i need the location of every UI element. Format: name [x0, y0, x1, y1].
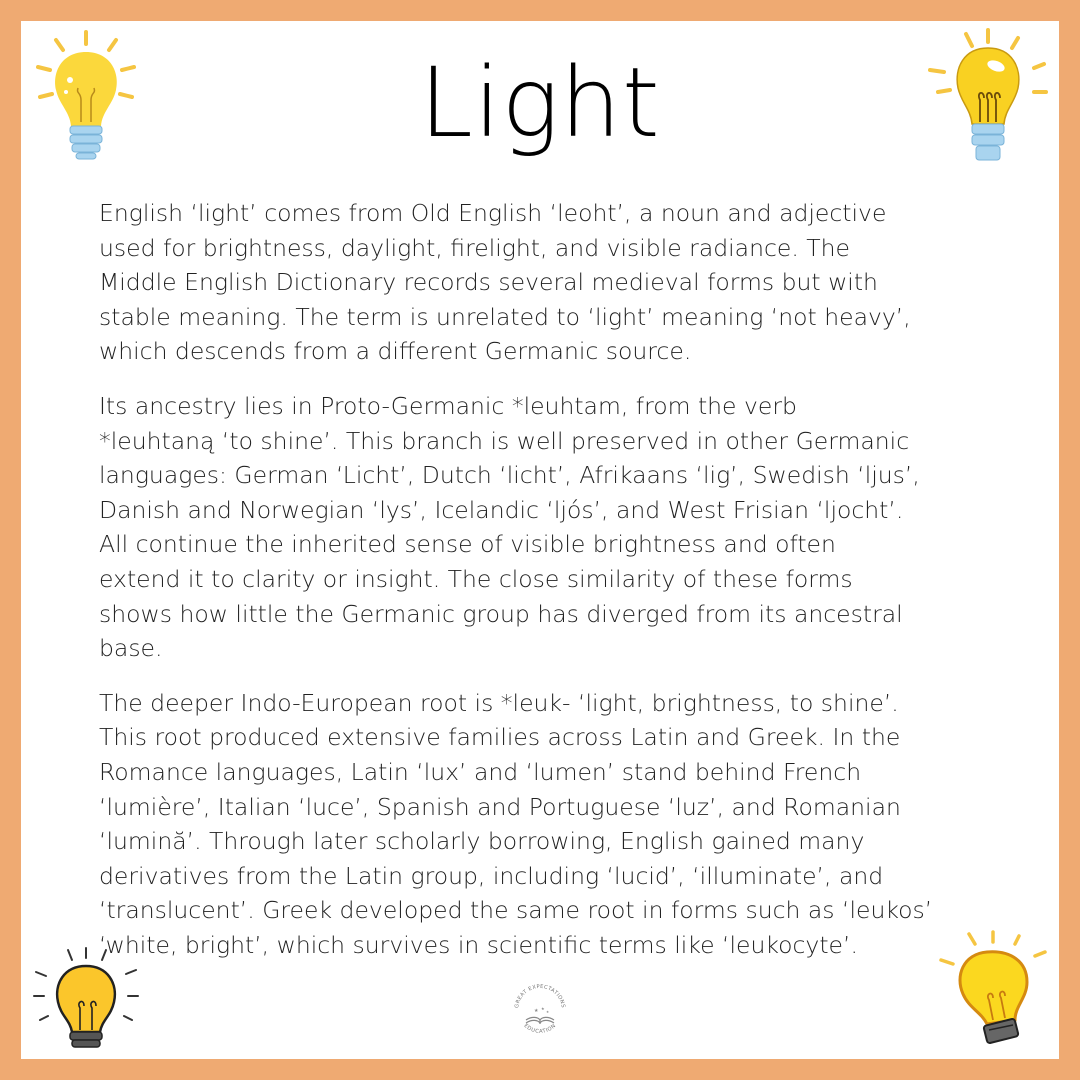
paragraph-1 — [99, 196, 999, 369]
text-line: ‘lumière’, Italian ‘luce’, Spanish and Portuguese ‘luz’, and Romanian — [99, 792, 901, 821]
text-line: ‘translucent’. Greek developed the same root in forms such as ‘leukos’ — [99, 896, 933, 925]
text-line: languages: German ‘Licht’, Dutch ‘licht’, Afrikaans ‘lig’, Swedish ‘ljus’, — [99, 461, 920, 490]
text-line: derivatives from the Latin group, including ‘lucid’, ‘illuminate’, and — [99, 861, 884, 890]
svg-text:EDUCATION — [523, 1023, 558, 1035]
text-line: This root produced extensive families across Latin and Greek. In the — [99, 723, 901, 752]
logo-text-bottom: EDUCATION — [522, 1022, 558, 1035]
text-line: which descends from a different Germanic source. — [99, 337, 692, 366]
text-line: used for brightness, daylight, firelight, and visible radiance. The — [99, 233, 851, 262]
text-line: stable meaning. The term is unrelated to ‘light’ meaning ‘not heavy’, — [99, 302, 911, 331]
svg-text:★: ★ — [534, 1008, 539, 1014]
text-line: base. — [99, 634, 163, 663]
text-line: Middle English Dictionary records several medieval forms but with — [99, 268, 878, 297]
text-line: shows how little the Germanic group has diverged from its ancestral — [99, 599, 903, 628]
text-line: extend it to clarity or insight. The close similarity of these forms — [99, 564, 853, 593]
paragraph-3 — [99, 686, 999, 963]
text-line: *leuhtaną ‘to shine’. This branch is well preserved in other Germanic — [99, 426, 910, 455]
article-body — [99, 196, 999, 982]
text-line: ‘lumină’. Through later scholarly borrowing, English gained many — [99, 827, 865, 856]
text-line: Romance languages, Latin ‘lux’ and ‘lumen’ stand behind French — [99, 757, 862, 786]
logo-text-top: GREAT EXPECTATIONS — [514, 983, 566, 1009]
text-line: English ‘light’ comes from Old English ‘leoht’, a noun and adjective — [99, 199, 887, 227]
svg-text:★: ★ — [546, 1010, 550, 1014]
text-line: Danish and Norwegian ‘lys’, Icelandic ‘ljós’, and West Frisian ‘ljocht’. — [99, 495, 904, 524]
svg-text:GREAT EXPECTATIONS — [514, 984, 566, 1009]
text-line: Its ancestry lies in Proto-Germanic *leuhtam, from the verb — [99, 391, 797, 420]
text-line: All continue the inherited sense of visible brightness and often — [99, 530, 836, 559]
text-line: The deeper Indo-European root is *leuk- ‘light, brightness, to shine’. — [99, 688, 899, 717]
paragraph-2 — [99, 389, 999, 666]
page-title: Light — [419, 47, 661, 159]
text-line: ‘white, bright’, which survives in scientific terms like ‘leukocyte’. — [99, 930, 858, 959]
book-logo-icon — [508, 980, 572, 1044]
svg-text:★: ★ — [541, 1006, 545, 1011]
